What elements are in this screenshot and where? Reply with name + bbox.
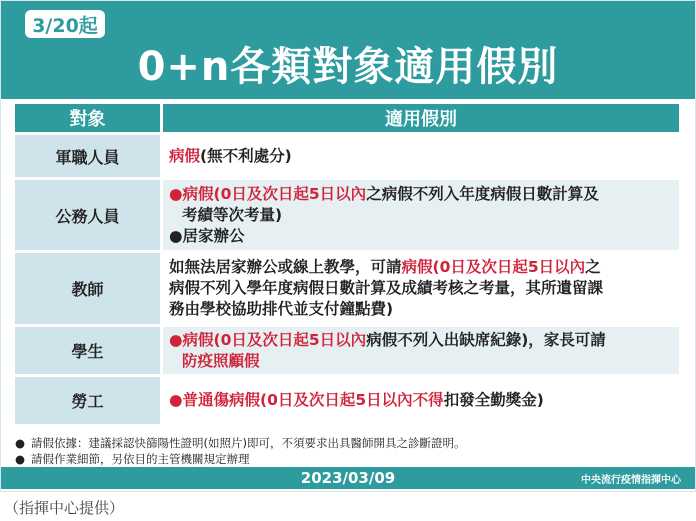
footnote-text: 請假作業細節，另依目的主管機關規定辦理 <box>31 452 250 466</box>
leave-type-highlight: 防疫照顧假 <box>182 351 260 370</box>
footnote-item <box>15 451 679 467</box>
leave-type-highlight: 病假(0日及次日起5日以內 <box>401 258 586 276</box>
leave-line: 務由學校協助排代並支付鐘點費) <box>169 300 394 318</box>
leave-line <box>169 184 669 205</box>
leave-type-highlight: ●病假(0日及次日起5日以內 <box>169 330 367 349</box>
subject-cell: 勞工 <box>15 377 163 424</box>
leave-note: 扣發全勤獎金) <box>443 391 544 409</box>
leave-note: 如無法居家辦公或線上教學，可請 <box>169 258 402 276</box>
publish-date: 2023/03/09 <box>300 469 396 487</box>
issuing-organization: 中央流行疫情指揮中心 <box>581 474 681 486</box>
table-row <box>15 250 679 324</box>
leave-table <box>15 104 679 424</box>
leave-line <box>169 390 669 411</box>
header-banner <box>1 1 695 99</box>
footnote-text: 請假依據：建議採認快篩陽性證明(如照片)即可，不須要求出具醫師開具之診斷證明。 <box>31 436 466 450</box>
effective-date-badge: 3/20起 <box>25 10 105 38</box>
leave-cell <box>163 135 679 177</box>
image-caption: （指揮中心提供） <box>4 499 125 517</box>
leave-line <box>169 330 669 351</box>
table-header <box>15 104 679 132</box>
table-row <box>15 132 679 177</box>
leave-type-highlight: ●病假(0日及次日起5日以內 <box>169 184 367 203</box>
table-row <box>15 324 679 374</box>
leave-cell <box>163 253 679 324</box>
leave-type-highlight: ●普通傷病假(0日及次日起5日以內不得 <box>169 391 444 409</box>
subject-cell: 軍職人員 <box>15 135 163 177</box>
leave-line <box>169 257 669 278</box>
page-title: 0+n各類對象適用假別 <box>137 43 559 90</box>
footer-bar <box>1 467 695 489</box>
column-header-leave: 適用假別 <box>385 109 457 130</box>
leave-cell <box>163 180 679 250</box>
leave-cell <box>163 377 679 424</box>
leave-line: 考績等次考量) <box>182 205 283 224</box>
leave-line <box>169 146 669 167</box>
bullet-icon: ● <box>15 452 26 466</box>
leave-note: 病假不列入出缺席紀錄)，家長可請 <box>366 330 606 349</box>
leave-line: 病假不列入學年度病假日數計算及成績考核之考量，其所遺留課 <box>169 279 604 297</box>
footnotes <box>15 435 679 467</box>
leave-cell <box>163 327 679 374</box>
leave-note: (無不利處分) <box>200 146 292 165</box>
leave-type-highlight: 病假 <box>169 146 201 165</box>
table-row <box>15 374 679 424</box>
bullet-icon: ● <box>15 436 26 450</box>
subject-cell: 公務人員 <box>15 180 163 250</box>
table-row <box>15 177 679 250</box>
column-header-subject: 對象 <box>15 104 163 132</box>
subject-cell: 教師 <box>15 253 163 324</box>
subject-cell: 學生 <box>15 327 163 374</box>
leave-note: 之 <box>585 258 601 276</box>
footnote-item <box>15 435 679 451</box>
leave-note: 之病假不列入年度病假日數計算及 <box>366 184 599 203</box>
leave-line: ●居家辦公 <box>169 226 245 245</box>
